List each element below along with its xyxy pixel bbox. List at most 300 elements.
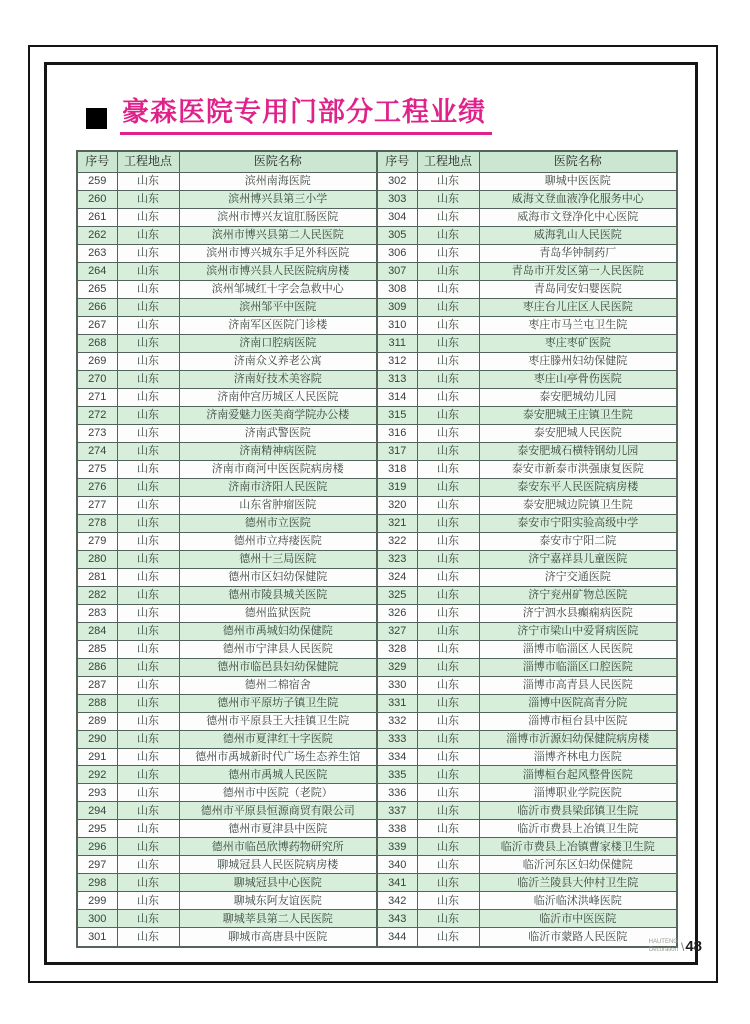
table-row bbox=[77, 784, 677, 802]
serial-number-cell: 332 bbox=[377, 712, 417, 730]
hospital-name-cell: 德州市夏津县中医院 bbox=[179, 820, 377, 838]
hospital-name-cell: 聊城冠县人民医院病房楼 bbox=[179, 856, 377, 874]
hospital-name-cell: 聊城莘县第二人民医院 bbox=[179, 910, 377, 928]
project-location-cell: 山东 bbox=[417, 838, 479, 856]
serial-number-cell: 325 bbox=[377, 586, 417, 604]
project-location-cell: 山东 bbox=[417, 766, 479, 784]
project-location-cell: 山东 bbox=[117, 244, 179, 262]
serial-number-cell: 319 bbox=[377, 478, 417, 496]
serial-number-cell: 260 bbox=[77, 190, 117, 208]
hospital-name-cell: 枣庄市马兰屯卫生院 bbox=[479, 316, 677, 334]
hospital-name-cell: 临沂市费县梁邱镇卫生院 bbox=[479, 802, 677, 820]
serial-number-cell: 275 bbox=[77, 460, 117, 478]
table-header-row bbox=[77, 151, 677, 173]
serial-number-cell: 340 bbox=[377, 856, 417, 874]
project-location-cell: 山东 bbox=[117, 658, 179, 676]
hospital-name-cell: 济南军区医院门诊楼 bbox=[179, 316, 377, 334]
project-location-cell: 山东 bbox=[417, 784, 479, 802]
hospital-name-cell: 聊城冠县中心医院 bbox=[179, 874, 377, 892]
project-location-cell: 山东 bbox=[117, 802, 179, 820]
hospital-name-cell: 德州市夏津红十字医院 bbox=[179, 730, 377, 748]
serial-number-cell: 329 bbox=[377, 658, 417, 676]
serial-number-cell: 282 bbox=[77, 586, 117, 604]
hospital-name-cell: 济南口腔病医院 bbox=[179, 334, 377, 352]
column-header: 工程地点 bbox=[117, 151, 179, 173]
serial-number-cell: 322 bbox=[377, 532, 417, 550]
project-location-cell: 山东 bbox=[417, 262, 479, 280]
table-row bbox=[77, 838, 677, 856]
serial-number-cell: 324 bbox=[377, 568, 417, 586]
hospital-name-cell: 淄博市临淄区人民医院 bbox=[479, 640, 677, 658]
project-location-cell: 山东 bbox=[117, 460, 179, 478]
project-location-cell: 山东 bbox=[417, 622, 479, 640]
serial-number-cell: 274 bbox=[77, 442, 117, 460]
hospital-name-cell: 济南众义养老公寓 bbox=[179, 352, 377, 370]
serial-number-cell: 289 bbox=[77, 712, 117, 730]
table-row bbox=[77, 550, 677, 568]
column-header: 序号 bbox=[77, 151, 117, 173]
hospital-name-cell: 泰安肥城边院镇卫生院 bbox=[479, 496, 677, 514]
column-header: 工程地点 bbox=[417, 151, 479, 173]
serial-number-cell: 276 bbox=[77, 478, 117, 496]
project-location-cell: 山东 bbox=[417, 748, 479, 766]
table-row bbox=[77, 316, 677, 334]
project-location-cell: 山东 bbox=[117, 532, 179, 550]
project-location-cell: 山东 bbox=[117, 190, 179, 208]
project-location-cell: 山东 bbox=[417, 280, 479, 298]
project-location-cell: 山东 bbox=[417, 334, 479, 352]
page-title: 豪森医院专用门部分工程业绩 bbox=[120, 98, 492, 135]
serial-number-cell: 264 bbox=[77, 262, 117, 280]
table-row bbox=[77, 190, 677, 208]
project-location-cell: 山东 bbox=[117, 856, 179, 874]
title-block bbox=[86, 98, 492, 135]
project-location-cell: 山东 bbox=[417, 676, 479, 694]
hospital-name-cell: 枣庄滕州妇幼保健院 bbox=[479, 352, 677, 370]
project-location-cell: 山东 bbox=[417, 892, 479, 910]
table-row bbox=[77, 298, 677, 316]
serial-number-cell: 317 bbox=[377, 442, 417, 460]
table-row bbox=[77, 640, 677, 658]
project-location-cell: 山东 bbox=[117, 496, 179, 514]
hospital-name-cell: 聊城中医医院 bbox=[479, 173, 677, 191]
hospital-name-cell: 济宁兖州矿物总医院 bbox=[479, 586, 677, 604]
hospital-name-cell: 聊城市高唐县中医院 bbox=[179, 928, 377, 947]
column-header: 序号 bbox=[377, 151, 417, 173]
project-location-cell: 山东 bbox=[417, 910, 479, 928]
serial-number-cell: 307 bbox=[377, 262, 417, 280]
hospital-name-cell: 临沂兰陵县大仲村卫生院 bbox=[479, 874, 677, 892]
table-row bbox=[77, 388, 677, 406]
hospital-name-cell: 青岛华钟制药厂 bbox=[479, 244, 677, 262]
project-location-cell: 山东 bbox=[117, 334, 179, 352]
serial-number-cell: 287 bbox=[77, 676, 117, 694]
hospital-name-cell: 淄博市桓台县中医院 bbox=[479, 712, 677, 730]
project-location-cell: 山东 bbox=[117, 388, 179, 406]
project-location-cell: 山东 bbox=[417, 514, 479, 532]
hospital-name-cell: 德州市临邑欣博药物研究所 bbox=[179, 838, 377, 856]
hospital-name-cell: 临沂河东区妇幼保健院 bbox=[479, 856, 677, 874]
hospital-name-cell: 泰安市宁阳二院 bbox=[479, 532, 677, 550]
project-location-cell: 山东 bbox=[117, 784, 179, 802]
footer-brand-line2: Decoration bbox=[648, 946, 678, 953]
serial-number-cell: 315 bbox=[377, 406, 417, 424]
hospital-name-cell: 泰安肥城幼儿园 bbox=[479, 388, 677, 406]
project-location-cell: 山东 bbox=[417, 190, 479, 208]
hospital-name-cell: 滨州邹城红十字会急救中心 bbox=[179, 280, 377, 298]
serial-number-cell: 331 bbox=[377, 694, 417, 712]
table-row bbox=[77, 352, 677, 370]
project-location-cell: 山东 bbox=[417, 532, 479, 550]
table-row bbox=[77, 586, 677, 604]
hospital-name-cell: 淄博职业学院医院 bbox=[479, 784, 677, 802]
project-location-cell: 山东 bbox=[417, 388, 479, 406]
project-location-cell: 山东 bbox=[117, 766, 179, 784]
project-location-cell: 山东 bbox=[117, 694, 179, 712]
hospital-name-cell: 德州市立痔瘘医院 bbox=[179, 532, 377, 550]
serial-number-cell: 281 bbox=[77, 568, 117, 586]
serial-number-cell: 297 bbox=[77, 856, 117, 874]
table-body bbox=[77, 173, 677, 948]
project-location-cell: 山东 bbox=[417, 568, 479, 586]
serial-number-cell: 291 bbox=[77, 748, 117, 766]
serial-number-cell: 285 bbox=[77, 640, 117, 658]
table-row bbox=[77, 226, 677, 244]
table-row bbox=[77, 262, 677, 280]
serial-number-cell: 295 bbox=[77, 820, 117, 838]
project-location-cell: 山东 bbox=[117, 406, 179, 424]
project-location-cell: 山东 bbox=[417, 874, 479, 892]
hospital-name-cell: 济宁市梁山中爱肾病医院 bbox=[479, 622, 677, 640]
project-location-cell: 山东 bbox=[417, 442, 479, 460]
table-row bbox=[77, 694, 677, 712]
table-row bbox=[77, 874, 677, 892]
serial-number-cell: 330 bbox=[377, 676, 417, 694]
project-location-cell: 山东 bbox=[117, 730, 179, 748]
serial-number-cell: 273 bbox=[77, 424, 117, 442]
table-row bbox=[77, 676, 677, 694]
serial-number-cell: 259 bbox=[77, 173, 117, 191]
table-row bbox=[77, 532, 677, 550]
table-row bbox=[77, 514, 677, 532]
serial-number-cell: 288 bbox=[77, 694, 117, 712]
hospital-name-cell: 威海乳山人民医院 bbox=[479, 226, 677, 244]
serial-number-cell: 293 bbox=[77, 784, 117, 802]
serial-number-cell: 300 bbox=[77, 910, 117, 928]
serial-number-cell: 337 bbox=[377, 802, 417, 820]
project-location-cell: 山东 bbox=[117, 604, 179, 622]
project-location-cell: 山东 bbox=[117, 442, 179, 460]
hospital-name-cell: 济南精神病医院 bbox=[179, 442, 377, 460]
project-location-cell: 山东 bbox=[117, 370, 179, 388]
table-row bbox=[77, 406, 677, 424]
project-location-cell: 山东 bbox=[117, 748, 179, 766]
hospital-name-cell: 枣庄枣矿医院 bbox=[479, 334, 677, 352]
project-location-cell: 山东 bbox=[417, 802, 479, 820]
hospital-name-cell: 泰安市宁阳实验高级中学 bbox=[479, 514, 677, 532]
serial-number-cell: 333 bbox=[377, 730, 417, 748]
serial-number-cell: 341 bbox=[377, 874, 417, 892]
hospital-name-cell: 济宁泗水县癫痫病医院 bbox=[479, 604, 677, 622]
serial-number-cell: 296 bbox=[77, 838, 117, 856]
serial-number-cell: 316 bbox=[377, 424, 417, 442]
project-location-cell: 山东 bbox=[117, 820, 179, 838]
table-row bbox=[77, 910, 677, 928]
serial-number-cell: 302 bbox=[377, 173, 417, 191]
hospital-name-cell: 德州市临邑县妇幼保健院 bbox=[179, 658, 377, 676]
serial-number-cell: 343 bbox=[377, 910, 417, 928]
project-location-cell: 山东 bbox=[117, 262, 179, 280]
project-location-cell: 山东 bbox=[117, 316, 179, 334]
footer-brand-text bbox=[649, 939, 678, 953]
serial-number-cell: 268 bbox=[77, 334, 117, 352]
serial-number-cell: 280 bbox=[77, 550, 117, 568]
hospital-name-cell: 枣庄台儿庄区人民医院 bbox=[479, 298, 677, 316]
hospital-name-cell: 山东省肿瘤医院 bbox=[179, 496, 377, 514]
project-location-cell: 山东 bbox=[117, 568, 179, 586]
project-location-cell: 山东 bbox=[117, 928, 179, 947]
serial-number-cell: 263 bbox=[77, 244, 117, 262]
hospital-name-cell: 德州市平原县王大挂镇卫生院 bbox=[179, 712, 377, 730]
project-location-cell: 山东 bbox=[417, 694, 479, 712]
hospital-name-cell: 枣庄山亭骨伤医院 bbox=[479, 370, 677, 388]
project-location-cell: 山东 bbox=[417, 712, 479, 730]
project-location-cell: 山东 bbox=[117, 514, 179, 532]
serial-number-cell: 344 bbox=[377, 928, 417, 947]
hospital-name-cell: 临沂市中医医院 bbox=[479, 910, 677, 928]
table-row bbox=[77, 856, 677, 874]
serial-number-cell: 318 bbox=[377, 460, 417, 478]
hospital-name-cell: 滨州南海医院 bbox=[179, 173, 377, 191]
project-location-cell: 山东 bbox=[417, 244, 479, 262]
hospital-name-cell: 德州二棉宿舍 bbox=[179, 676, 377, 694]
footer-brand bbox=[582, 938, 702, 955]
serial-number-cell: 277 bbox=[77, 496, 117, 514]
project-location-cell: 山东 bbox=[417, 550, 479, 568]
project-location-cell: 山东 bbox=[117, 586, 179, 604]
project-location-cell: 山东 bbox=[417, 352, 479, 370]
footer-page-number: 48 bbox=[685, 938, 702, 955]
serial-number-cell: 335 bbox=[377, 766, 417, 784]
project-location-cell: 山东 bbox=[117, 640, 179, 658]
serial-number-cell: 321 bbox=[377, 514, 417, 532]
serial-number-cell: 303 bbox=[377, 190, 417, 208]
hospital-name-cell: 聊城东阿友谊医院 bbox=[179, 892, 377, 910]
project-location-cell: 山东 bbox=[117, 280, 179, 298]
hospital-name-cell: 泰安肥城石横特钢幼儿园 bbox=[479, 442, 677, 460]
table-row bbox=[77, 424, 677, 442]
serial-number-cell: 342 bbox=[377, 892, 417, 910]
hospital-name-cell: 滨州市博兴城东手足外科医院 bbox=[179, 244, 377, 262]
hospital-name-cell: 淄博齐林电力医院 bbox=[479, 748, 677, 766]
table-row bbox=[77, 820, 677, 838]
table-row bbox=[77, 334, 677, 352]
hospital-name-cell: 泰安肥城王庄镇卫生院 bbox=[479, 406, 677, 424]
hospital-name-cell: 泰安东平人民医院病房楼 bbox=[479, 478, 677, 496]
title-bullet-square bbox=[86, 108, 107, 129]
hospital-name-cell: 济南爱魅力医美商学院办公楼 bbox=[179, 406, 377, 424]
table-row bbox=[77, 892, 677, 910]
hospital-name-cell: 淄博市临淄区口腔医院 bbox=[479, 658, 677, 676]
serial-number-cell: 306 bbox=[377, 244, 417, 262]
project-location-cell: 山东 bbox=[117, 622, 179, 640]
hospital-name-cell: 德州市中医院（老院） bbox=[179, 784, 377, 802]
serial-number-cell: 261 bbox=[77, 208, 117, 226]
serial-number-cell: 266 bbox=[77, 298, 117, 316]
serial-number-cell: 270 bbox=[77, 370, 117, 388]
serial-number-cell: 301 bbox=[77, 928, 117, 947]
serial-number-cell: 326 bbox=[377, 604, 417, 622]
serial-number-cell: 271 bbox=[77, 388, 117, 406]
project-location-cell: 山东 bbox=[417, 478, 479, 496]
project-location-cell: 山东 bbox=[117, 910, 179, 928]
project-location-cell: 山东 bbox=[417, 370, 479, 388]
hospital-name-cell: 威海市文登净化中心医院 bbox=[479, 208, 677, 226]
project-results-table bbox=[76, 150, 678, 948]
serial-number-cell: 334 bbox=[377, 748, 417, 766]
project-location-cell: 山东 bbox=[417, 173, 479, 191]
serial-number-cell: 304 bbox=[377, 208, 417, 226]
project-location-cell: 山东 bbox=[417, 298, 479, 316]
hospital-name-cell: 威海文登血液净化服务中心 bbox=[479, 190, 677, 208]
serial-number-cell: 299 bbox=[77, 892, 117, 910]
hospital-name-cell: 滨州市博兴县第二人民医院 bbox=[179, 226, 377, 244]
hospital-name-cell: 青岛同安妇婴医院 bbox=[479, 280, 677, 298]
project-location-cell: 山东 bbox=[117, 352, 179, 370]
serial-number-cell: 283 bbox=[77, 604, 117, 622]
serial-number-cell: 262 bbox=[77, 226, 117, 244]
hospital-name-cell: 淄博中医院高青分院 bbox=[479, 694, 677, 712]
project-location-cell: 山东 bbox=[117, 712, 179, 730]
project-location-cell: 山东 bbox=[417, 640, 479, 658]
hospital-name-cell: 济南仲宫历城区人民医院 bbox=[179, 388, 377, 406]
project-location-cell: 山东 bbox=[117, 226, 179, 244]
hospital-name-cell: 临沂市蒙路人民医院 bbox=[479, 928, 677, 947]
project-location-cell: 山东 bbox=[417, 604, 479, 622]
table-row bbox=[77, 460, 677, 478]
table-row bbox=[77, 496, 677, 514]
table-row bbox=[77, 208, 677, 226]
table-row bbox=[77, 730, 677, 748]
column-header: 医院名称 bbox=[179, 151, 377, 173]
serial-number-cell: 328 bbox=[377, 640, 417, 658]
project-location-cell: 山东 bbox=[417, 406, 479, 424]
hospital-name-cell: 济南武警医院 bbox=[179, 424, 377, 442]
serial-number-cell: 298 bbox=[77, 874, 117, 892]
hospital-name-cell: 淄博市高青县人民医院 bbox=[479, 676, 677, 694]
serial-number-cell: 308 bbox=[377, 280, 417, 298]
hospital-name-cell: 淄博市沂源妇幼保健院病房楼 bbox=[479, 730, 677, 748]
project-location-cell: 山东 bbox=[117, 676, 179, 694]
serial-number-cell: 267 bbox=[77, 316, 117, 334]
hospital-name-cell: 德州市平原县恒源商贸有限公司 bbox=[179, 802, 377, 820]
serial-number-cell: 284 bbox=[77, 622, 117, 640]
project-location-cell: 山东 bbox=[117, 874, 179, 892]
hospital-name-cell: 德州监狱医院 bbox=[179, 604, 377, 622]
hospital-name-cell: 滨州市博兴县人民医院病房楼 bbox=[179, 262, 377, 280]
project-location-cell: 山东 bbox=[417, 928, 479, 947]
footer-brand-line1: HAUTENG bbox=[648, 939, 678, 946]
serial-number-cell: 269 bbox=[77, 352, 117, 370]
serial-number-cell: 305 bbox=[377, 226, 417, 244]
hospital-name-cell: 滨州邹平中医院 bbox=[179, 298, 377, 316]
hospital-name-cell: 济南好技术美容院 bbox=[179, 370, 377, 388]
serial-number-cell: 279 bbox=[77, 532, 117, 550]
serial-number-cell: 272 bbox=[77, 406, 117, 424]
hospital-name-cell: 济宁交通医院 bbox=[479, 568, 677, 586]
table-row bbox=[77, 244, 677, 262]
serial-number-cell: 339 bbox=[377, 838, 417, 856]
hospital-name-cell: 临沂市费县上冶镇曹家楼卫生院 bbox=[479, 838, 677, 856]
table-row bbox=[77, 802, 677, 820]
table-row bbox=[77, 604, 677, 622]
serial-number-cell: 265 bbox=[77, 280, 117, 298]
project-location-cell: 山东 bbox=[417, 460, 479, 478]
project-location-cell: 山东 bbox=[117, 478, 179, 496]
serial-number-cell: 312 bbox=[377, 352, 417, 370]
hospital-name-cell: 济宁嘉祥县儿童医院 bbox=[479, 550, 677, 568]
serial-number-cell: 292 bbox=[77, 766, 117, 784]
hospital-name-cell: 临沂临沭洪峰医院 bbox=[479, 892, 677, 910]
project-location-cell: 山东 bbox=[417, 658, 479, 676]
project-location-cell: 山东 bbox=[117, 208, 179, 226]
project-location-cell: 山东 bbox=[417, 496, 479, 514]
hospital-name-cell: 济南市济阳人民医院 bbox=[179, 478, 377, 496]
project-location-cell: 山东 bbox=[417, 586, 479, 604]
hospital-name-cell: 济南市商河中医医院病房楼 bbox=[179, 460, 377, 478]
hospital-name-cell: 泰安市新泰市洪强康复医院 bbox=[479, 460, 677, 478]
serial-number-cell: 314 bbox=[377, 388, 417, 406]
serial-number-cell: 320 bbox=[377, 496, 417, 514]
project-location-cell: 山东 bbox=[417, 208, 479, 226]
project-location-cell: 山东 bbox=[417, 424, 479, 442]
serial-number-cell: 278 bbox=[77, 514, 117, 532]
hospital-name-cell: 德州市宁津县人民医院 bbox=[179, 640, 377, 658]
column-header: 医院名称 bbox=[479, 151, 677, 173]
hospital-name-cell: 滨州博兴县第三小学 bbox=[179, 190, 377, 208]
serial-number-cell: 286 bbox=[77, 658, 117, 676]
hospital-name-cell: 淄博桓台起风整骨医院 bbox=[479, 766, 677, 784]
project-location-cell: 山东 bbox=[417, 226, 479, 244]
table-row bbox=[77, 712, 677, 730]
serial-number-cell: 311 bbox=[377, 334, 417, 352]
project-location-cell: 山东 bbox=[117, 173, 179, 191]
hospital-name-cell: 临沂市费县上冶镇卫生院 bbox=[479, 820, 677, 838]
hospital-name-cell: 德州市立医院 bbox=[179, 514, 377, 532]
table-row bbox=[77, 478, 677, 496]
table-row bbox=[77, 280, 677, 298]
project-location-cell: 山东 bbox=[117, 424, 179, 442]
table-row bbox=[77, 658, 677, 676]
serial-number-cell: 309 bbox=[377, 298, 417, 316]
table-row bbox=[77, 622, 677, 640]
table-row bbox=[77, 568, 677, 586]
project-location-cell: 山东 bbox=[417, 856, 479, 874]
serial-number-cell: 327 bbox=[377, 622, 417, 640]
serial-number-cell: 310 bbox=[377, 316, 417, 334]
serial-number-cell: 294 bbox=[77, 802, 117, 820]
project-location-cell: 山东 bbox=[117, 298, 179, 316]
footer-slash-mark: \ bbox=[680, 939, 685, 954]
serial-number-cell: 323 bbox=[377, 550, 417, 568]
hospital-name-cell: 德州市禹城妇幼保健院 bbox=[179, 622, 377, 640]
hospital-name-cell: 德州十三局医院 bbox=[179, 550, 377, 568]
table-row bbox=[77, 370, 677, 388]
serial-number-cell: 338 bbox=[377, 820, 417, 838]
hospital-name-cell: 德州市禹城新时代广场生态养生馆 bbox=[179, 748, 377, 766]
table-row bbox=[77, 748, 677, 766]
hospital-name-cell: 德州市平原坊子镇卫生院 bbox=[179, 694, 377, 712]
